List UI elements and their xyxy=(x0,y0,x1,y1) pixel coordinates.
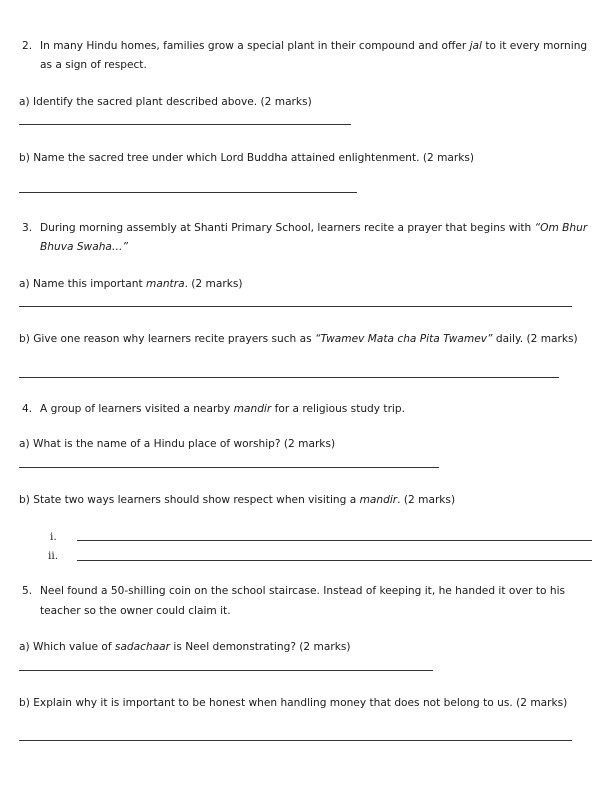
question-3-stem-quote-end: Bhuva Swaha…” xyxy=(40,241,128,253)
question-5a-emphasis: sadachaar xyxy=(114,641,171,653)
question-5-stem-line-2: teacher so the owner could claim it. xyxy=(40,605,231,617)
question-5-stem: Neel found a 50-shilling coin on the school staircase. Instead of keeping it, he handed it over to his xyxy=(40,585,566,597)
question-4b-text: b) State two ways learners should show respect when visiting a xyxy=(19,494,360,506)
question-2-stem xyxy=(40,39,587,53)
question-4-number: 4. xyxy=(22,403,33,415)
question-2-stem-emphasis: jal xyxy=(469,40,482,52)
question-5a-answer-line[interactable] xyxy=(19,670,433,671)
question-3a-prompt xyxy=(19,277,243,291)
question-3-stem-text: During morning assembly at Shanti Primary School, learners recite a prayer that begins with xyxy=(40,222,535,234)
question-2-stem-text: In many Hindu homes, families grow a special plant in their compound and offer xyxy=(40,40,470,52)
question-2-stem-line-2: as a sign of respect. xyxy=(40,59,147,71)
question-2b-answer-line[interactable] xyxy=(19,192,357,193)
question-4-stem-emphasis: mandir xyxy=(233,403,272,415)
question-2-number: 2. xyxy=(22,40,33,52)
question-2a-prompt: a) Identify the sacred plant described above. (2 marks) xyxy=(19,96,312,108)
question-4a-answer-line[interactable] xyxy=(19,467,439,468)
question-4b-item-ii-answer-line[interactable] xyxy=(77,560,592,561)
question-4b-item-ii-label: ii. xyxy=(48,550,59,562)
question-3-stem xyxy=(40,221,587,235)
question-2-stem-text-end: to it every morning xyxy=(481,40,588,52)
question-4-stem-text-end: for a religious study trip. xyxy=(271,403,405,415)
question-5b-answer-line[interactable] xyxy=(19,740,572,741)
question-4b-emphasis: mandir xyxy=(359,494,398,506)
question-5a-marks: is Neel demonstrating? (2 marks) xyxy=(170,641,351,653)
question-4-stem-text: A group of learners visited a nearby xyxy=(40,403,234,415)
question-3b-quote: “Twamev Mata cha Pita Twamev” xyxy=(315,333,493,345)
question-3a-emphasis: mantra xyxy=(146,278,185,290)
question-3a-text: a) Name this important xyxy=(19,278,147,290)
question-3-stem-line-2 xyxy=(40,240,128,254)
question-3b-prompt xyxy=(19,332,578,346)
question-4b-prompt xyxy=(19,493,455,507)
question-3b-answer-line[interactable] xyxy=(19,377,559,378)
question-3a-marks: . (2 marks) xyxy=(184,278,243,290)
question-4b-item-i-answer-line[interactable] xyxy=(77,540,592,541)
question-2a-answer-line[interactable] xyxy=(19,124,351,125)
question-3-number: 3. xyxy=(22,222,33,234)
question-4a-prompt: a) What is the name of a Hindu place of worship? (2 marks) xyxy=(19,438,336,450)
question-2b-prompt: b) Name the sacred tree under which Lord Buddha attained enlightenment. (2 marks) xyxy=(19,152,475,164)
question-3a-answer-line[interactable] xyxy=(19,306,572,307)
question-3b-marks: daily. (2 marks) xyxy=(492,333,578,345)
question-5a-prompt xyxy=(19,640,351,654)
question-4-stem xyxy=(40,402,405,416)
question-3b-text: b) Give one reason why learners recite prayers such as xyxy=(19,333,316,345)
question-5a-text: a) Which value of xyxy=(19,641,115,653)
question-4b-marks: . (2 marks) xyxy=(397,494,456,506)
question-5-number: 5. xyxy=(22,585,33,597)
question-3-stem-quote: “Om Bhur xyxy=(534,222,588,234)
question-4b-item-i-label: i. xyxy=(50,531,57,543)
question-5b-prompt: b) Explain why it is important to be honest when handling money that does not belong to us. (2 marks) xyxy=(19,697,568,709)
